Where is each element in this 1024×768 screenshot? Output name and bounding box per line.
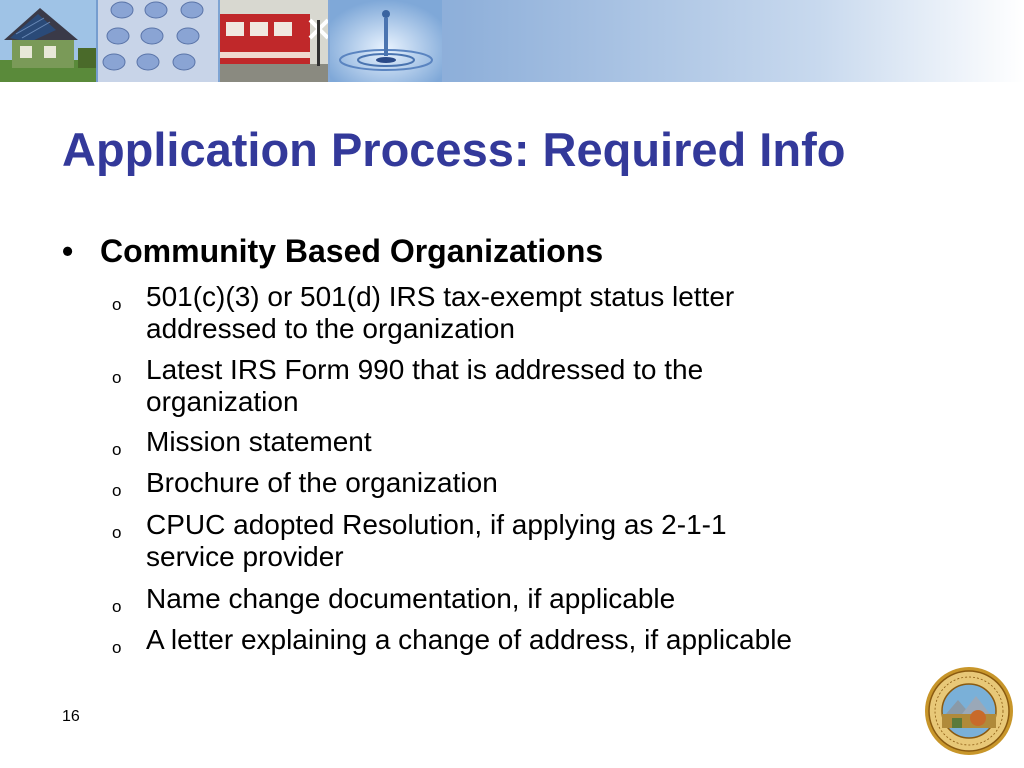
sub-marker: o xyxy=(112,295,122,314)
phone-keypad-image xyxy=(98,0,218,82)
page-number: 16 xyxy=(62,708,80,725)
sub-marker: o xyxy=(112,523,122,542)
list-item-line: A letter explaining a change of address, if applicable xyxy=(146,624,792,655)
list-item-line: organization xyxy=(146,386,299,417)
header-banner xyxy=(0,0,1024,82)
list-item-line: service provider xyxy=(146,541,344,572)
list-item xyxy=(112,583,932,615)
list-item-line: 501(c)(3) or 501(d) IRS tax-exempt status letter xyxy=(146,281,735,312)
list-item xyxy=(112,467,932,499)
train-crossing-image xyxy=(220,0,328,82)
list-item xyxy=(112,624,932,656)
list-item-line: addressed to the organization xyxy=(146,313,515,344)
state-seal-icon xyxy=(924,666,1014,756)
main-bullet-label: Community Based Organizations xyxy=(100,233,604,269)
list-item-line: Name change documentation, if applicable xyxy=(146,583,676,614)
list-item xyxy=(112,426,932,458)
sub-marker: o xyxy=(112,368,122,387)
sub-marker: o xyxy=(112,481,122,500)
slide-title: Application Process: Required Info xyxy=(62,123,846,176)
list-item-line: Brochure of the organization xyxy=(146,467,498,498)
sub-marker: o xyxy=(112,440,122,459)
list-item xyxy=(112,281,932,345)
sub-marker: o xyxy=(112,597,122,616)
sub-marker: o xyxy=(112,638,122,657)
list-item xyxy=(112,354,932,418)
solar-house-image xyxy=(0,0,96,82)
main-bullet xyxy=(62,233,603,270)
list-item-line: Latest IRS Form 990 that is addressed to the xyxy=(146,354,704,385)
list-item-line: CPUC adopted Resolution, if applying as 2-1-1 xyxy=(146,509,727,540)
list-item xyxy=(112,509,932,573)
list-item-line: Mission statement xyxy=(146,426,372,457)
water-drop-image xyxy=(330,0,442,82)
bullet-marker: • xyxy=(62,233,74,269)
